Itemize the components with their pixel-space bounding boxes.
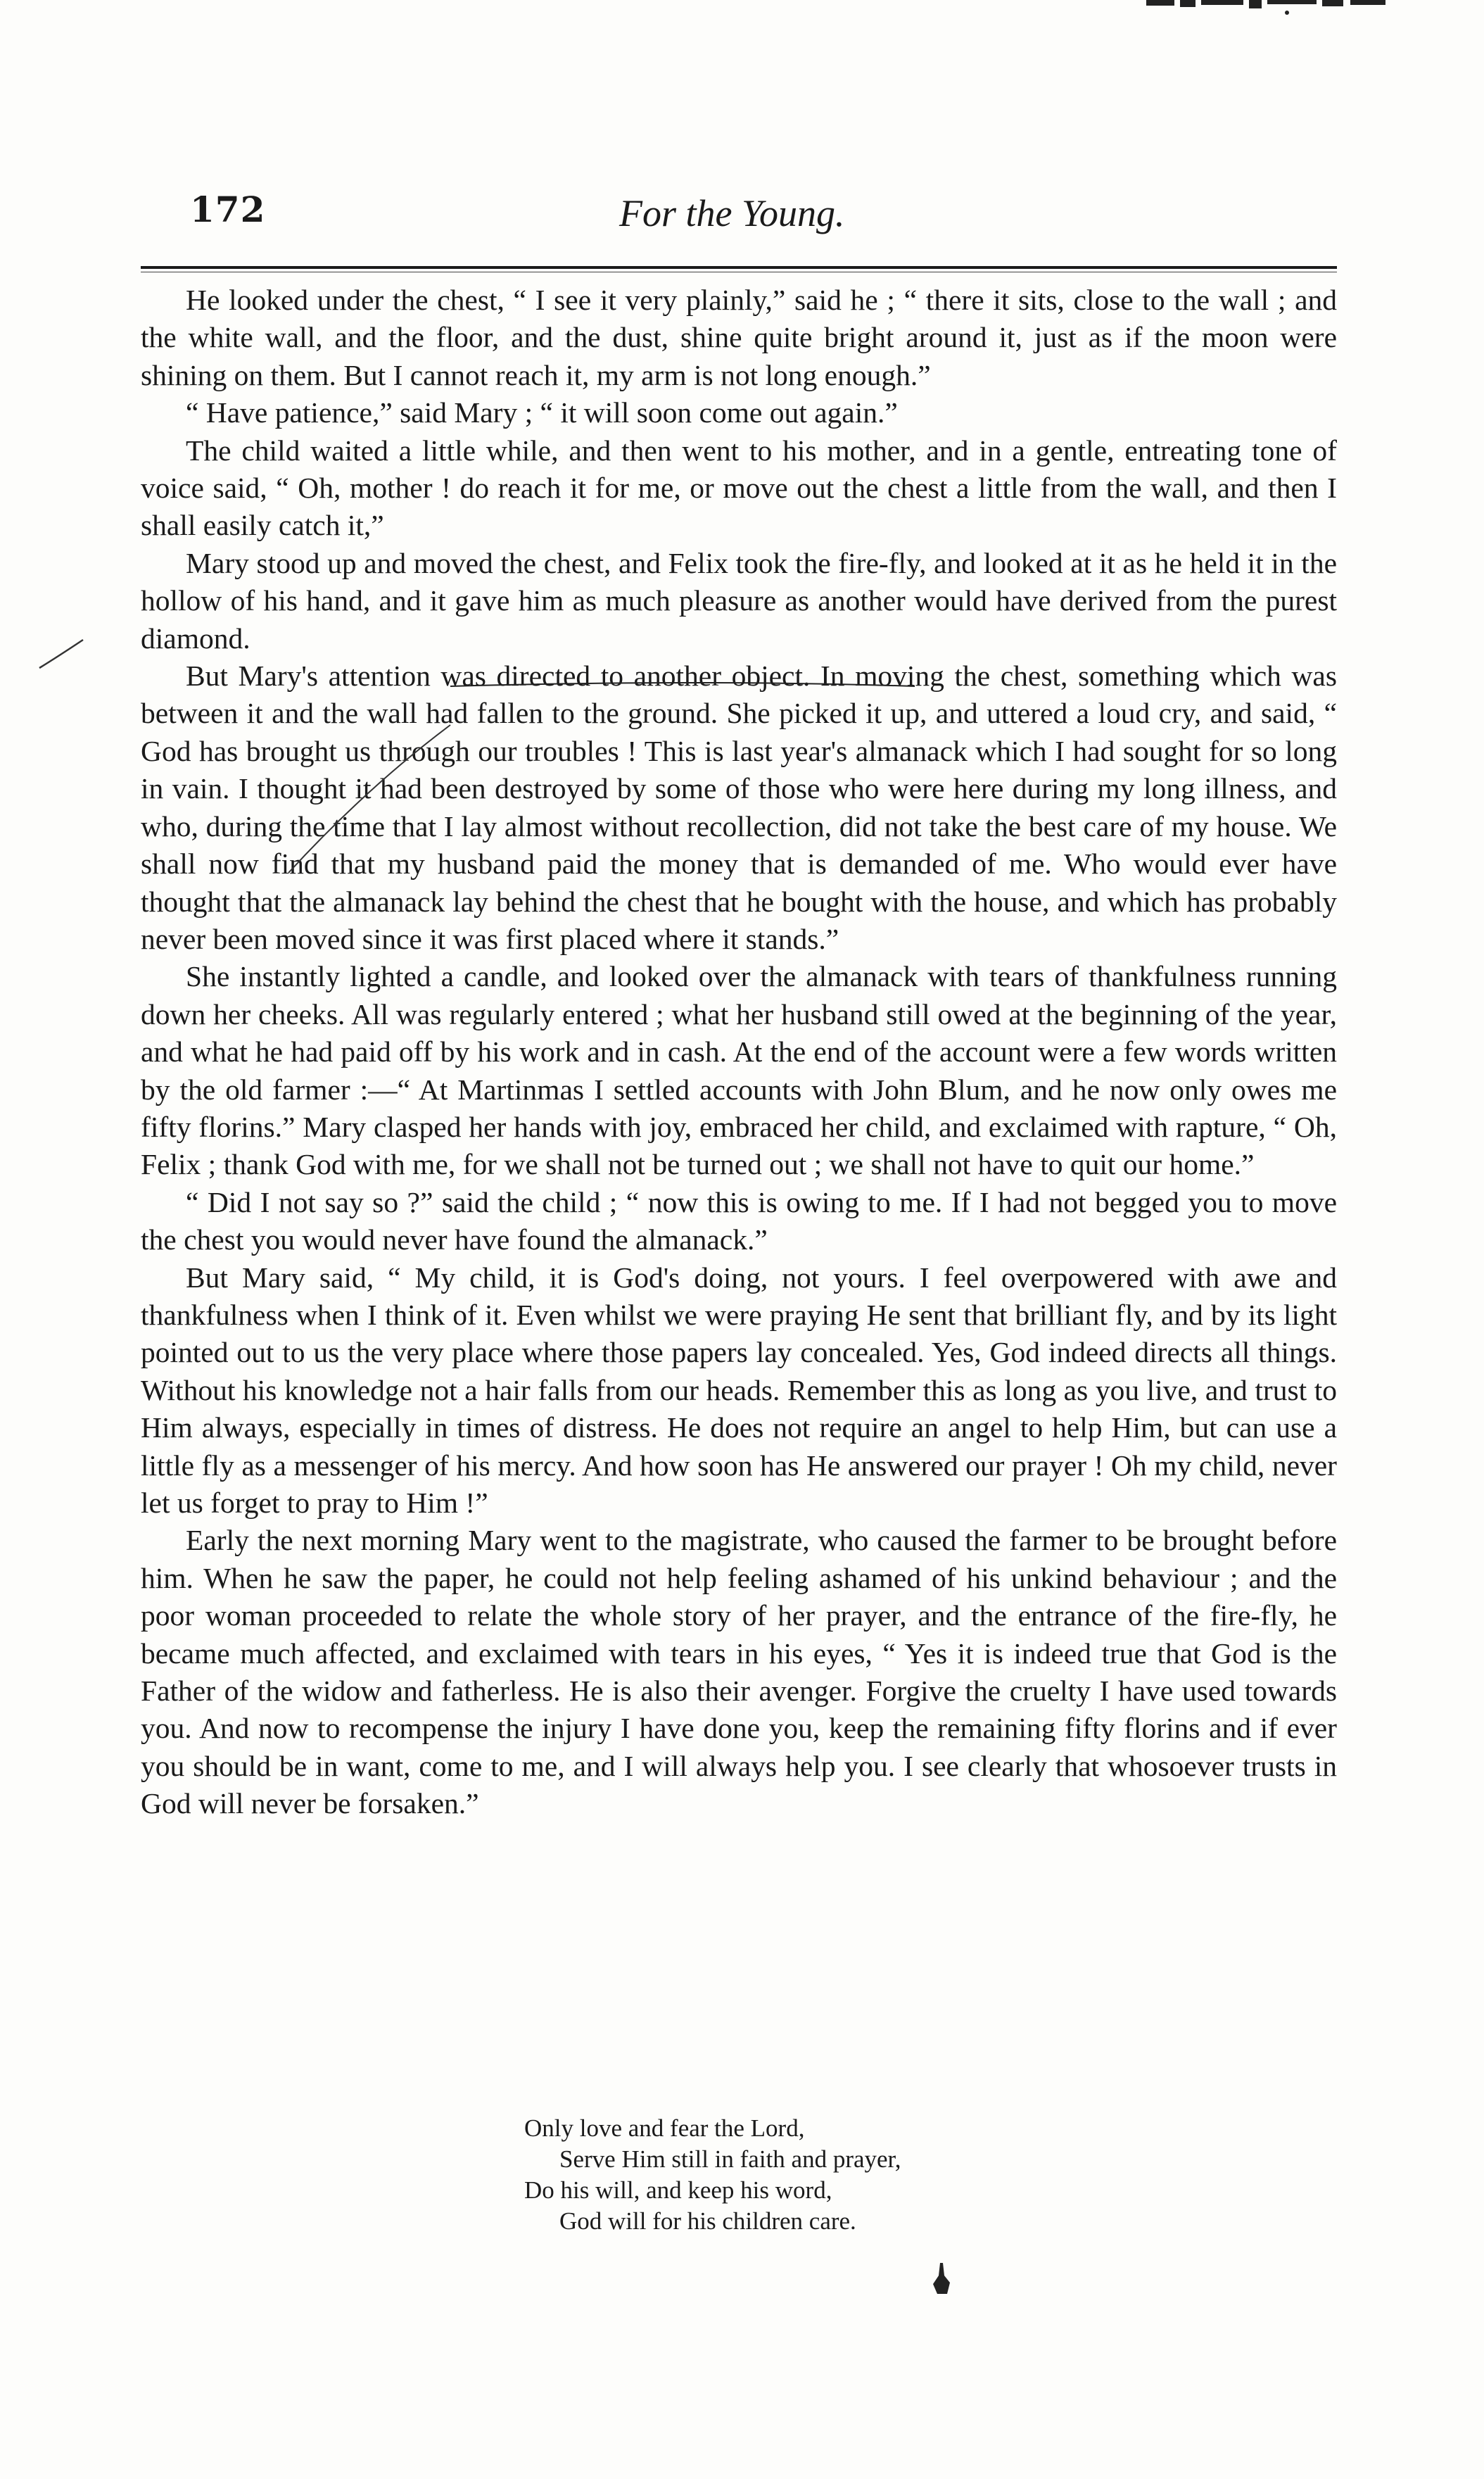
verse-line: Serve Him still in faith and prayer, (559, 2145, 901, 2173)
paragraph: Early the next morning Mary went to the magistrate, who caused the farmer to be brought before him. When he saw the paper, he could not help feeling ashamed of his unkind behaviour ; and the poor woman proceeded to relate the whole story of her prayer, and the entrance of the fire-fly, he became much affected, and exclaimed with tears in his eyes, “ Yes it is indeed true that God is the Father of the widow and fatherless. He is also their avenger. Forgive the cruelty I have used towards you. And now to recompense the injury I have done you, keep the remaining fifty florins and if ever you should be in want, come to me, and I will always help you. I see clearly that whosoever trusts in God will never be forsaken.” (141, 1524, 1337, 1820)
page-edge-specks (1146, 0, 1400, 18)
paragraph: “ Have patience,” said Mary ; “ it will soon come out again.” (186, 396, 898, 429)
page-header (190, 189, 1337, 245)
header-rule (141, 266, 1337, 269)
margin-pencil-mark (37, 637, 86, 672)
verse-line: Only love and fear the Lord, (524, 2114, 805, 2142)
paragraph: Mary stood up and moved the chest, and Felix took the fire-fly, and looked at it as he held it in the hollow of his hand, and it gave him as much pleasure as another would have derived from the purest diamond. (141, 546, 1337, 655)
verse-line: Do his will, and keep his word, (524, 2176, 832, 2204)
paragraph: He looked under the chest, “ I see it very plainly,” said he ; “ there it sits, close to the wall ; and the white wall, and the floor, and the dust, shine quite bright around it, just as if the moon were shining on them. But I cannot reach it, my arm is not long enough.” (141, 284, 1337, 391)
page-number: 172 (190, 189, 266, 230)
closing-verse (524, 2113, 901, 2237)
ink-blot-mark (927, 2262, 956, 2297)
paragraph: The child waited a little while, and then went to his mother, and in a gentle, entreating tone of voice said, “ Oh, mother ! do reach it for me, or move out the chest a little from the wall, and then I shall easily catch it,” (141, 434, 1337, 542)
running-title: For the Young. (619, 192, 845, 234)
paragraph: She instantly lighted a candle, and looked over the almanack with tears of thankfulness running down her cheeks. All was regularly entered ; what her husband still owed at the beginning of the year, and what he had paid off by his work and in cash. At the end of the account were a few words written by the old farmer :—“ At Martinmas I settled accounts with John Blum, and he now only owes me fifty florins.” Mary clasped her hands with joy, embraced her child, and exclaimed with rapture, “ Oh, Felix ; thank God with me, for we shall not be turned out ; we shall not have to quit our home.” (141, 960, 1337, 1181)
paragraph: But Mary said, “ My child, it is God's doing, not yours. I feel overpowered with awe and thankfulness when I think of it. Even whilst we were praying He sent that brilliant fly, and by its light pointed out to us the very place where those papers lay concealed. Yes, God indeed directs all things. Without his knowledge not a hair falls from our heads. Remember this as long as you live, and trust to Him always, especially in times of distress. He does not require an angel to help Him, but can use a little fly as a messenger of his mercy. And how soon has He answered our prayer ! Oh my child, never let us forget to pray to Him !” (141, 1261, 1337, 1519)
paragraph: “ Did I not say so ?” said the child ; “ now this is owing to me. If I had not begged you to move the chest you would never have found the almanack.” (141, 1185, 1337, 1256)
body-text (141, 282, 1337, 1823)
verse-line: God will for his children care. (559, 2207, 856, 2235)
paragraph: But Mary's attention was directed to another object. In moving the chest, something which was between it and the wall had fallen to the ground. She picked it up, and uttered a loud cry, and said, “ God has brought us through our troubles ! This is last year's almanack which I had sought for so long in vain. I thought it had been destroyed by some of those who were here during my long illness, and who, during the time that I lay almost without recollection, did not take the best care of my house. We shall now find that my husband paid the money that is demanded of me. Who would ever have thought that the almanack lay behind the chest that he bought with the house, and which has probably never been moved since it was first placed where it stands.” (141, 660, 1337, 955)
